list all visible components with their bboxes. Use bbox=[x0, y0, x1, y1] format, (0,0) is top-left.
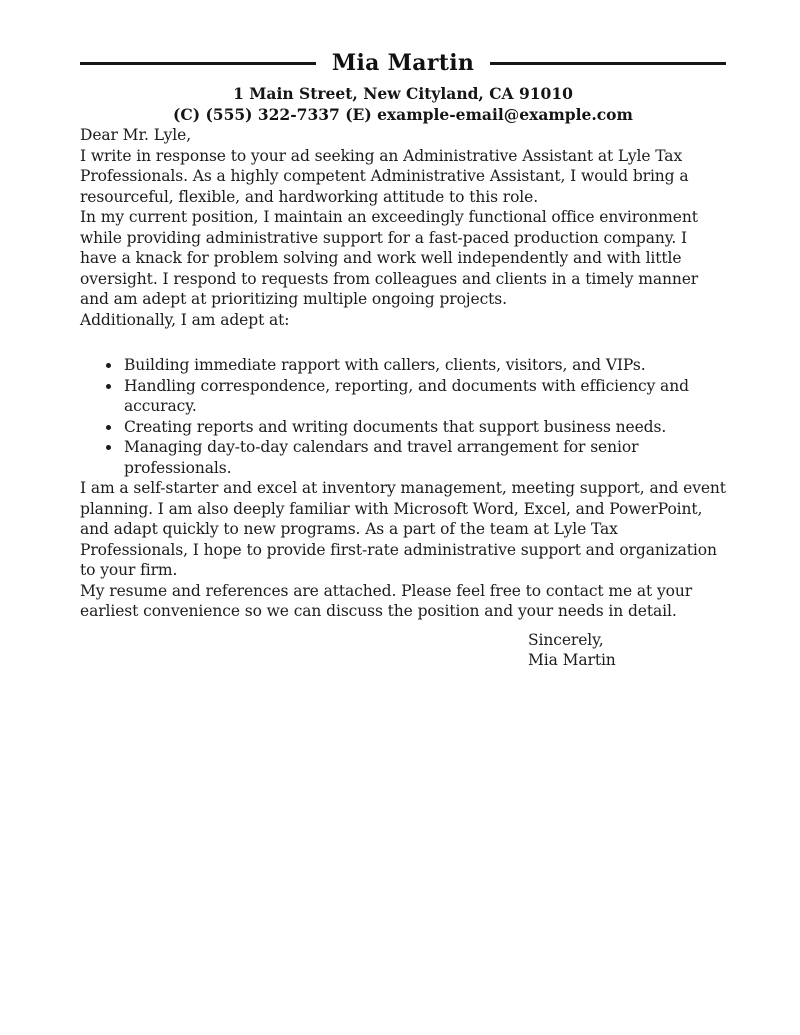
title-rule-right bbox=[490, 62, 726, 65]
signature-block bbox=[528, 630, 726, 671]
phone-email-line: (C) (555) 322-7337 (E) example-email@example.com bbox=[173, 104, 633, 124]
skills-list bbox=[80, 355, 726, 478]
skills-list-item: • Creating reports and writing documents that support business needs. bbox=[122, 417, 726, 438]
applicant-name-title: Mia Martin bbox=[331, 50, 475, 76]
contact-info-block bbox=[80, 84, 726, 125]
body-paragraph: In my current position, I maintain an exceedingly functional office environment while providing administrative support for a fast-paced production company. I have a knack for problem solving and work well independently and with little oversight. I respond to requests from colleagues and clients in a timely manner and am adept at prioritizing multiple ongoing projects. bbox=[80, 208, 699, 308]
salutation: Dear Mr. Lyle, bbox=[80, 126, 192, 144]
letter-body bbox=[80, 125, 726, 671]
intro-paragraph: I write in response to your ad seeking an Administrative Assistant at Lyle Tax Professionals. As a highly competent Administrative Assistant, I would bring a resourceful, flexible, and hardworking attitude to this role. bbox=[80, 146, 689, 206]
letter-header bbox=[80, 50, 726, 76]
signature-name: Mia Martin bbox=[528, 651, 616, 669]
valediction: Sincerely, bbox=[528, 630, 604, 649]
qualifications-paragraph: I am a self-starter and excel at inventory management, meeting support, and event planning. I am also deeply familiar with Microsoft Word, Excel, and PowerPoint, and adapt quickly to new programs. As a part of the team at Lyle Tax Professionals, I hope to provide first-rate administrative support and organization to your firm. bbox=[80, 479, 726, 579]
letter-content bbox=[80, 50, 726, 671]
closing-paragraph: My resume and references are attached. Please feel free to contact me at your earliest convenience so we can discuss the position and your needs in detail. bbox=[80, 581, 693, 620]
title-rule-left bbox=[80, 62, 316, 65]
skills-intro: Additionally, I am adept at: bbox=[80, 310, 290, 329]
address-line: 1 Main Street, New Cityland, CA 91010 bbox=[233, 84, 573, 103]
skills-list-item: • Managing day-to-day calendars and travel arrangement for senior professionals. bbox=[122, 437, 726, 478]
skills-list-item: • Handling correspondence, reporting, and documents with efficiency and accuracy. bbox=[122, 376, 726, 417]
skills-list-item: • Building immediate rapport with callers, clients, visitors, and VIPs. bbox=[122, 355, 726, 376]
